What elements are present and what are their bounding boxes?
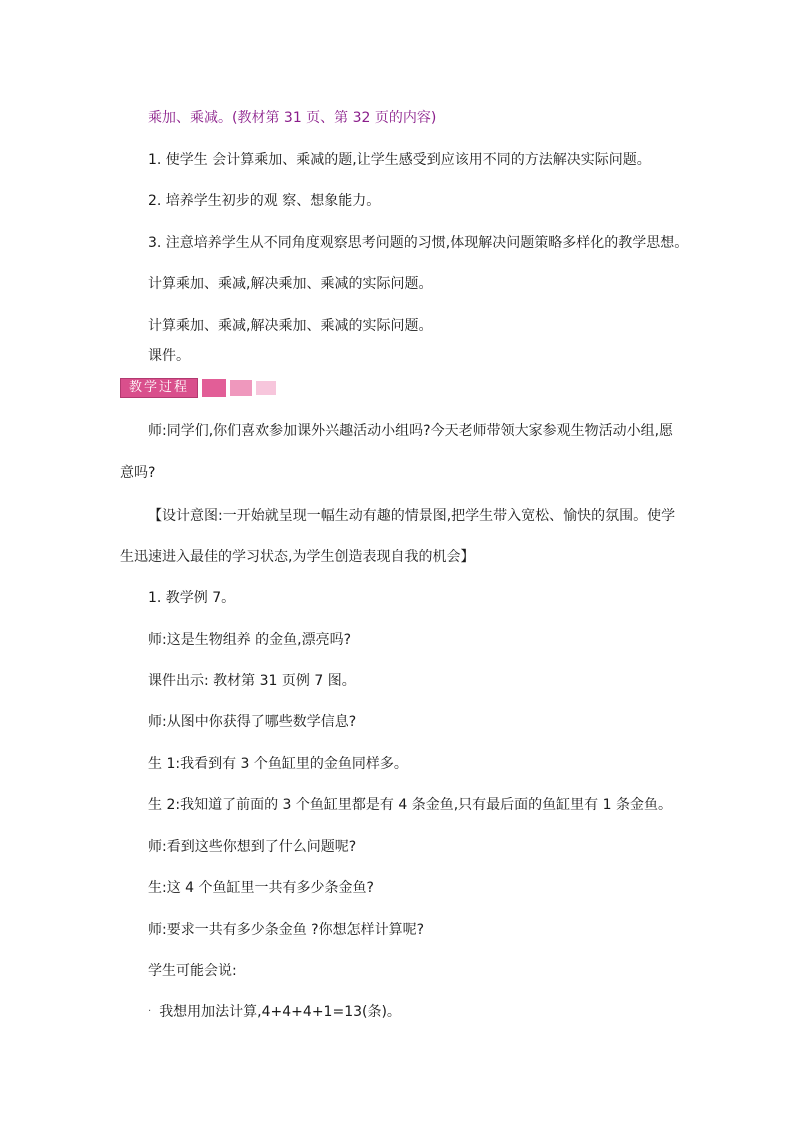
decor-square-2: [230, 380, 252, 396]
section-header: [120, 378, 276, 398]
content-title: 乘加、乘减。(教材第 31 页、第 32 页的内容): [148, 110, 437, 126]
preparation: 课件。: [148, 348, 190, 364]
key-point: 计算乘加、乘减,解决乘加、乘减的实际问题。: [148, 276, 433, 292]
teaching-line: 学生可能会说:: [148, 963, 237, 979]
design-intent-line-2: 生迅速进入最佳的学习状态,为学生创造表现自我的机会】: [120, 549, 475, 565]
objective-1: 1. 使学生 会计算乘加、乘减的题,让学生感受到应该用不同的方法解决实际问题。: [148, 152, 651, 168]
teaching-line: 师:这是生物组养 的金鱼,漂亮吗?: [148, 632, 352, 648]
teaching-line: 师:看到这些你想到了什么问题呢?: [148, 839, 357, 855]
teaching-line: 课件出示: 教材第 31 页例 7 图。: [148, 673, 356, 689]
bullet-item: [148, 1002, 401, 1022]
teaching-line: 师:要求一共有多少条金鱼 ?你想怎样计算呢?: [148, 922, 425, 938]
section-header-label: 教学过程: [120, 378, 198, 398]
design-intent-line-1: 【设计意图:一开始就呈现一幅生动有趣的情景图,把学生带入宽松、愉快的氛围。使学: [148, 508, 676, 524]
objective-2: 2. 培养学生初步的观 察、想象能力。: [148, 193, 381, 209]
teaching-line: 生 1:我看到有 3 个鱼缸里的金鱼同样多。: [148, 756, 408, 772]
decor-square-3: [256, 381, 276, 395]
teaching-line: 师:从图中你获得了哪些数学信息?: [148, 714, 357, 730]
difficulty: 计算乘加、乘减,解决乘加、乘减的实际问题。: [148, 318, 433, 334]
bullet-item-text: 我想用加法计算,4+4+4+1=13(条)。: [159, 1004, 401, 1020]
decor-square-1: [202, 379, 226, 397]
bullet-dot-icon: ·: [148, 1006, 152, 1017]
intro-line-2: 意吗?: [120, 465, 156, 481]
teaching-line: 1. 教学例 7。: [148, 590, 236, 606]
teaching-line: 生:这 4 个鱼缸里一共有多少条金鱼?: [148, 880, 374, 896]
teaching-line: 生 2:我知道了前面的 3 个鱼缸里都是有 4 条金鱼,只有最后面的鱼缸里有 1 条金鱼。: [148, 797, 672, 813]
objective-3: 3. 注意培养学生从不同角度观察思考问题的习惯,体现解决问题策略多样化的教学思想。: [148, 235, 689, 251]
intro-line-1: 师:同学们,你们喜欢参加课外兴趣活动小组吗?今天老师带领大家参观生物活动小组,愿: [148, 423, 674, 439]
